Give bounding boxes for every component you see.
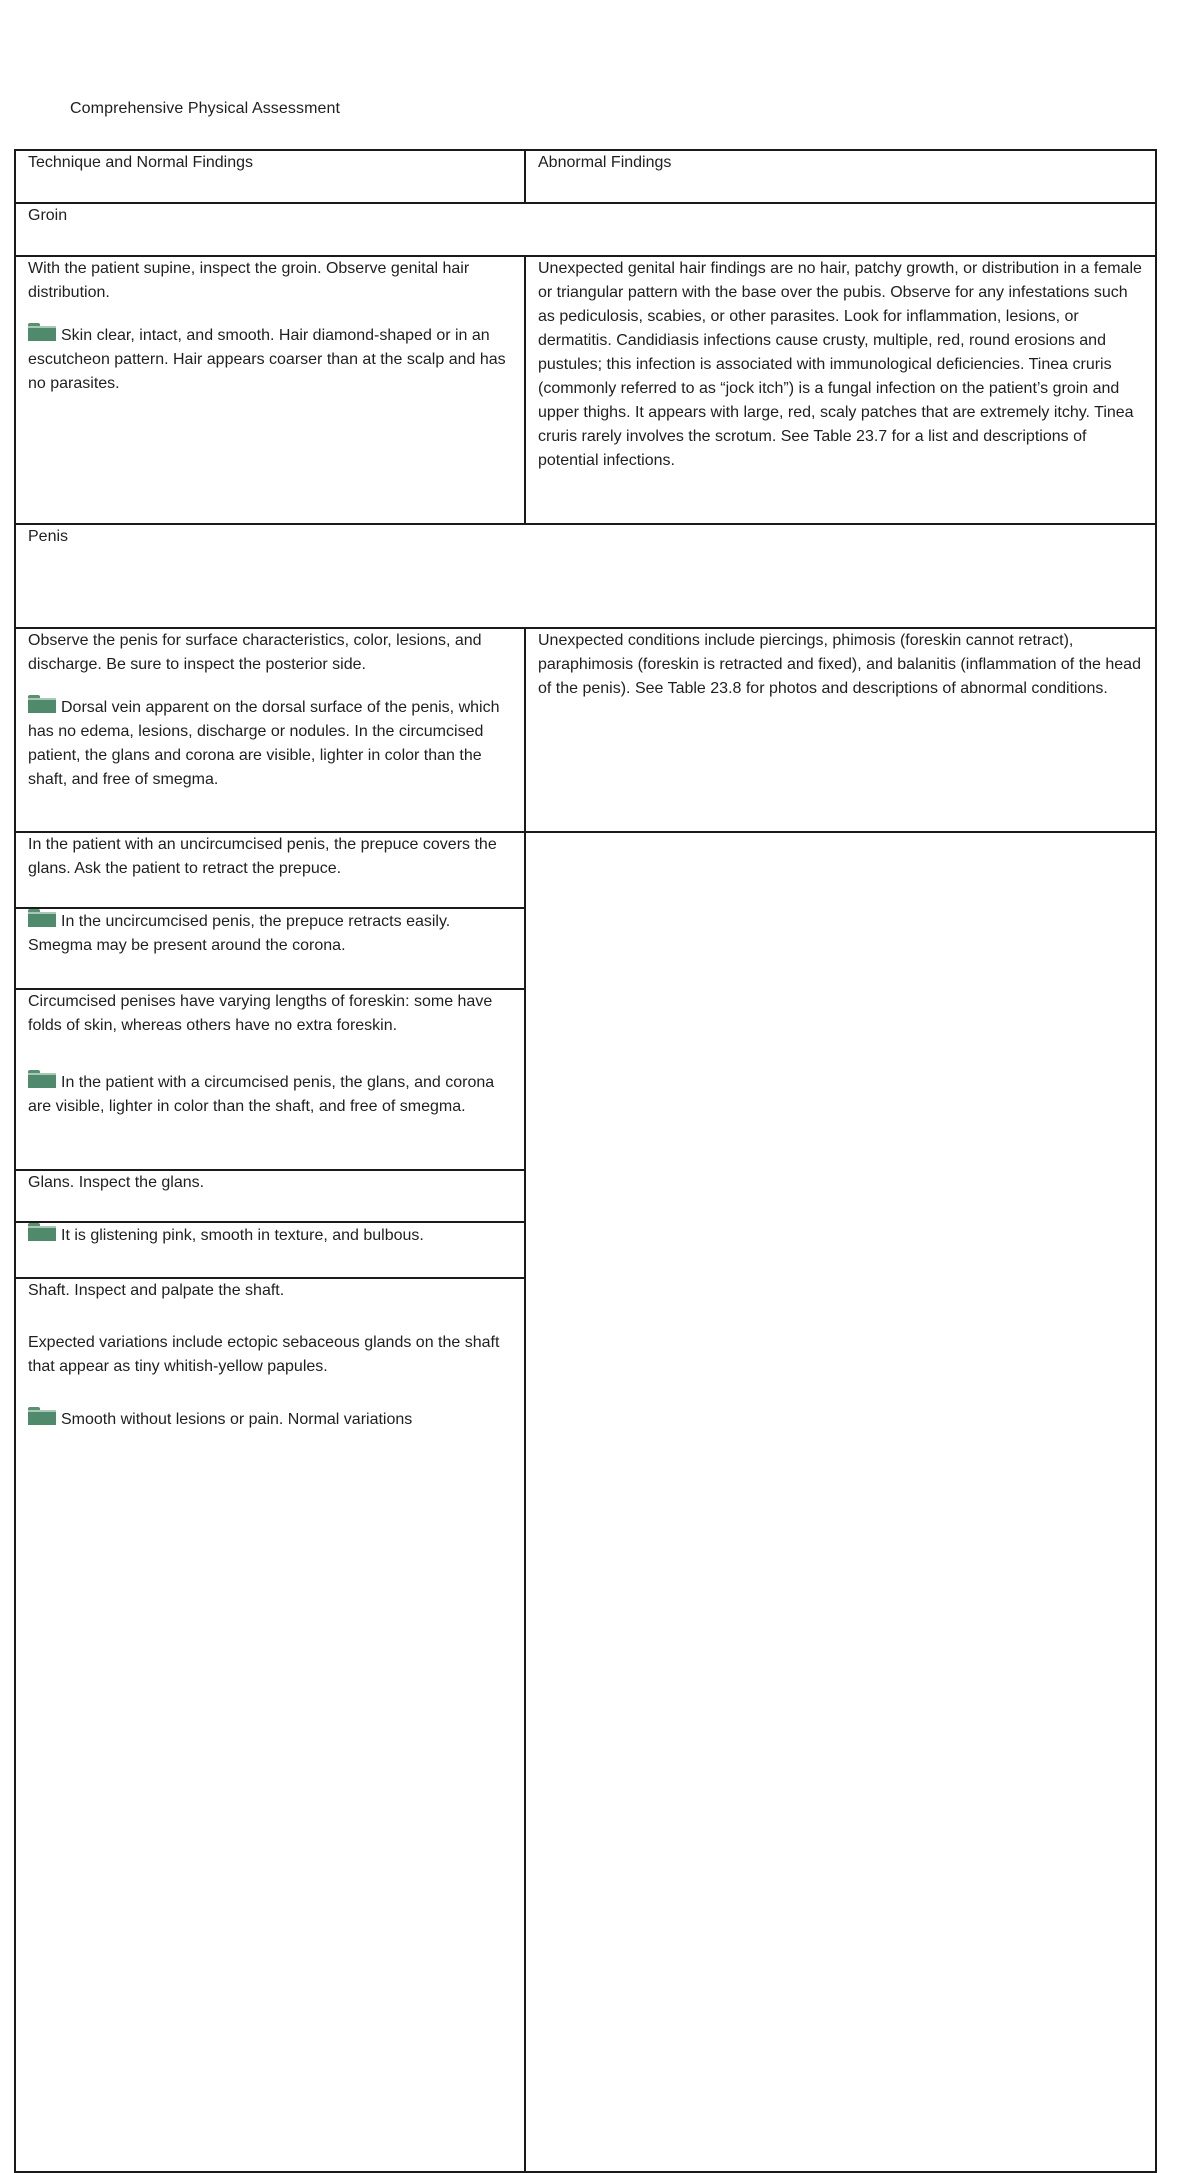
glans-technique-cell [15,1170,525,1222]
penis-row [15,628,1156,832]
header-technique: Technique and Normal Findings [15,150,525,203]
penis-technique-cell [15,628,525,832]
circ-cell [15,989,525,1170]
penis-normal-text: Dorsal vein apparent on the dorsal surface of the penis, which has no edema, lesions, discharge or nodules. In the circumcised patient, the glans and corona are visible, lighter in color than the shaft, and free of smegma. [28,699,500,788]
header-abnormal: Abnormal Findings [525,150,1156,203]
shaft-normal-text: Smooth without lesions or pain. Normal variations [61,1411,413,1428]
circ-technique: Circumcised penises have varying lengths of foreskin: some have folds of skin, whereas others have no extra foreskin. [28,993,493,1034]
folder-icon [28,695,56,713]
section-row-groin [15,203,1156,256]
uncirc-technique-row [15,832,1156,908]
folder-icon [28,323,56,341]
groin-normal-text: Skin clear, intact, and smooth. Hair diamond-shaped or in an escutcheon pattern. Hair appears coarser than at the scalp and has no parasites. [28,327,506,392]
glans-normal-finding [28,1223,512,1248]
folder-icon [28,1070,56,1088]
penis-technique: Observe the penis for surface characteristics, color, lesions, and discharge. Be sure to inspect the posterior side. [28,632,482,673]
groin-technique-cell [15,256,525,524]
penis-normal-finding [28,695,512,792]
circ-normal-text: In the patient with a circumcised penis, the glans, and corona are visible, lighter in color than the shaft, and free of smegma. [28,1074,495,1115]
uncirc-normal-text: In the uncircumcised penis, the prepuce retracts easily. Smegma may be present around the corona. [28,913,451,954]
document-title: Comprehensive Physical Assessment [70,100,341,117]
section-title-groin: Groin [15,203,1156,256]
groin-abnormal: Unexpected genital hair findings are no hair, patchy growth, or distribution in a female or triangular pattern with the base over the pubis. Observe for any infestations such as pediculosis, scabies, or other parasites. Look for inflammation, lesions, or dermatitis. Candidiasis infections cause crusty, multiple, red, round erosions and pustules; this infection is associated with immunological deficiencies. Tinea cruris (commonly referred to as “jock itch”) is a fungal infection on the patient’s groin and upper thighs. It appears with large, red, scaly patches that are extremely itchy. Tinea cruris rarely involves the scrotum. See Table 23.7 for a list and descriptions of potential infections. [538,260,1142,469]
groin-abnormal-cell [525,256,1156,524]
section-row-penis [15,524,1156,628]
glans-normal-text: It is glistening pink, smooth in texture, and bulbous. [61,1227,424,1244]
uncirc-technique-cell [15,832,525,908]
groin-normal-finding [28,323,512,396]
penis-abnormal-cell [525,628,1156,832]
folder-icon [28,1223,56,1241]
folder-icon [28,1407,56,1425]
glans-normal-cell [15,1222,525,1278]
folder-icon [28,909,56,927]
uncirc-normal-cell [15,908,525,989]
shaft-technique-cell [15,1278,525,2172]
uncirc-technique: In the patient with an uncircumcised penis, the prepuce covers the glans. Ask the patient to retract the prepuce. [28,836,497,877]
groin-row [15,256,1156,524]
uncirc-normal-finding [28,909,512,958]
groin-technique: With the patient supine, inspect the groin. Observe genital hair distribution. [28,260,470,301]
shaft-technique: Shaft. Inspect and palpate the shaft. [28,1282,285,1299]
penis-detail-abnormal-empty [525,832,1156,2172]
glans-technique: Glans. Inspect the glans. [28,1174,205,1191]
header-row [15,150,1156,203]
penis-abnormal: Unexpected conditions include piercings, phimosis (foreskin cannot retract), paraphimosis (foreskin is retracted and fixed), and balanitis (inflammation of the head of the penis). See Table 23.8 for photos and descriptions of abnormal conditions. [538,632,1141,697]
assessment-table [14,149,1157,2173]
shaft-normal-finding [28,1407,512,1432]
shaft-variation: Expected variations include ectopic sebaceous glands on the shaft that appear as tiny whitish-yellow papules. [28,1334,500,1375]
circ-normal-finding [28,1070,512,1119]
section-title-penis: Penis [15,524,1156,628]
